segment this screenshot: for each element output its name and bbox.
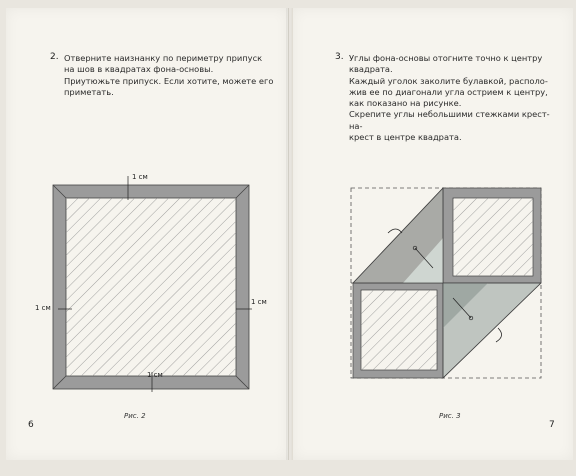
figure-caption: Рис. 3 xyxy=(439,412,461,420)
dimension-label-top: 1 см xyxy=(132,173,148,181)
left-page xyxy=(6,8,289,460)
figure-caption: Рис. 2 xyxy=(124,412,146,420)
instruction-line: Каждый уголок заколите булавкой, располо- xyxy=(349,75,548,86)
instruction-line: Углы фона-основы отогните точно к центру xyxy=(349,53,543,63)
instruction-line: Приутюжьте припуск. Если хотите, можете его xyxy=(64,75,274,86)
instruction-line: Отверните наизнанку по периметру припуск xyxy=(64,53,263,63)
right-page xyxy=(292,8,573,460)
dimension-label-bottom: 1 см xyxy=(147,371,163,379)
instruction-line: как показано на рисунке. xyxy=(349,98,462,109)
instruction-line: приметать. xyxy=(64,86,114,97)
instruction-line: жив ее по диагонали угла острием к центру, xyxy=(349,86,548,97)
dimension-label-right: 1 см xyxy=(251,298,267,306)
instruction-line: крест в центре квадрата. xyxy=(349,132,462,143)
step-number-2: 2. xyxy=(50,52,59,62)
instructions-step-3 xyxy=(349,53,561,143)
instruction-line: квадрата. xyxy=(349,64,393,75)
page-number: 6 xyxy=(28,420,34,430)
step-number-3: 3. xyxy=(335,52,344,62)
page-number: 7 xyxy=(549,420,555,430)
instruction-line: Скрепите углы небольшими стежками крест-на- xyxy=(349,109,550,131)
instruction-line: на шов в квадратах фона-основы. xyxy=(64,64,214,75)
instructions-step-2 xyxy=(64,53,274,98)
figure-3-folded-corners xyxy=(293,178,573,398)
dimension-label-left: 1 см xyxy=(35,304,51,312)
